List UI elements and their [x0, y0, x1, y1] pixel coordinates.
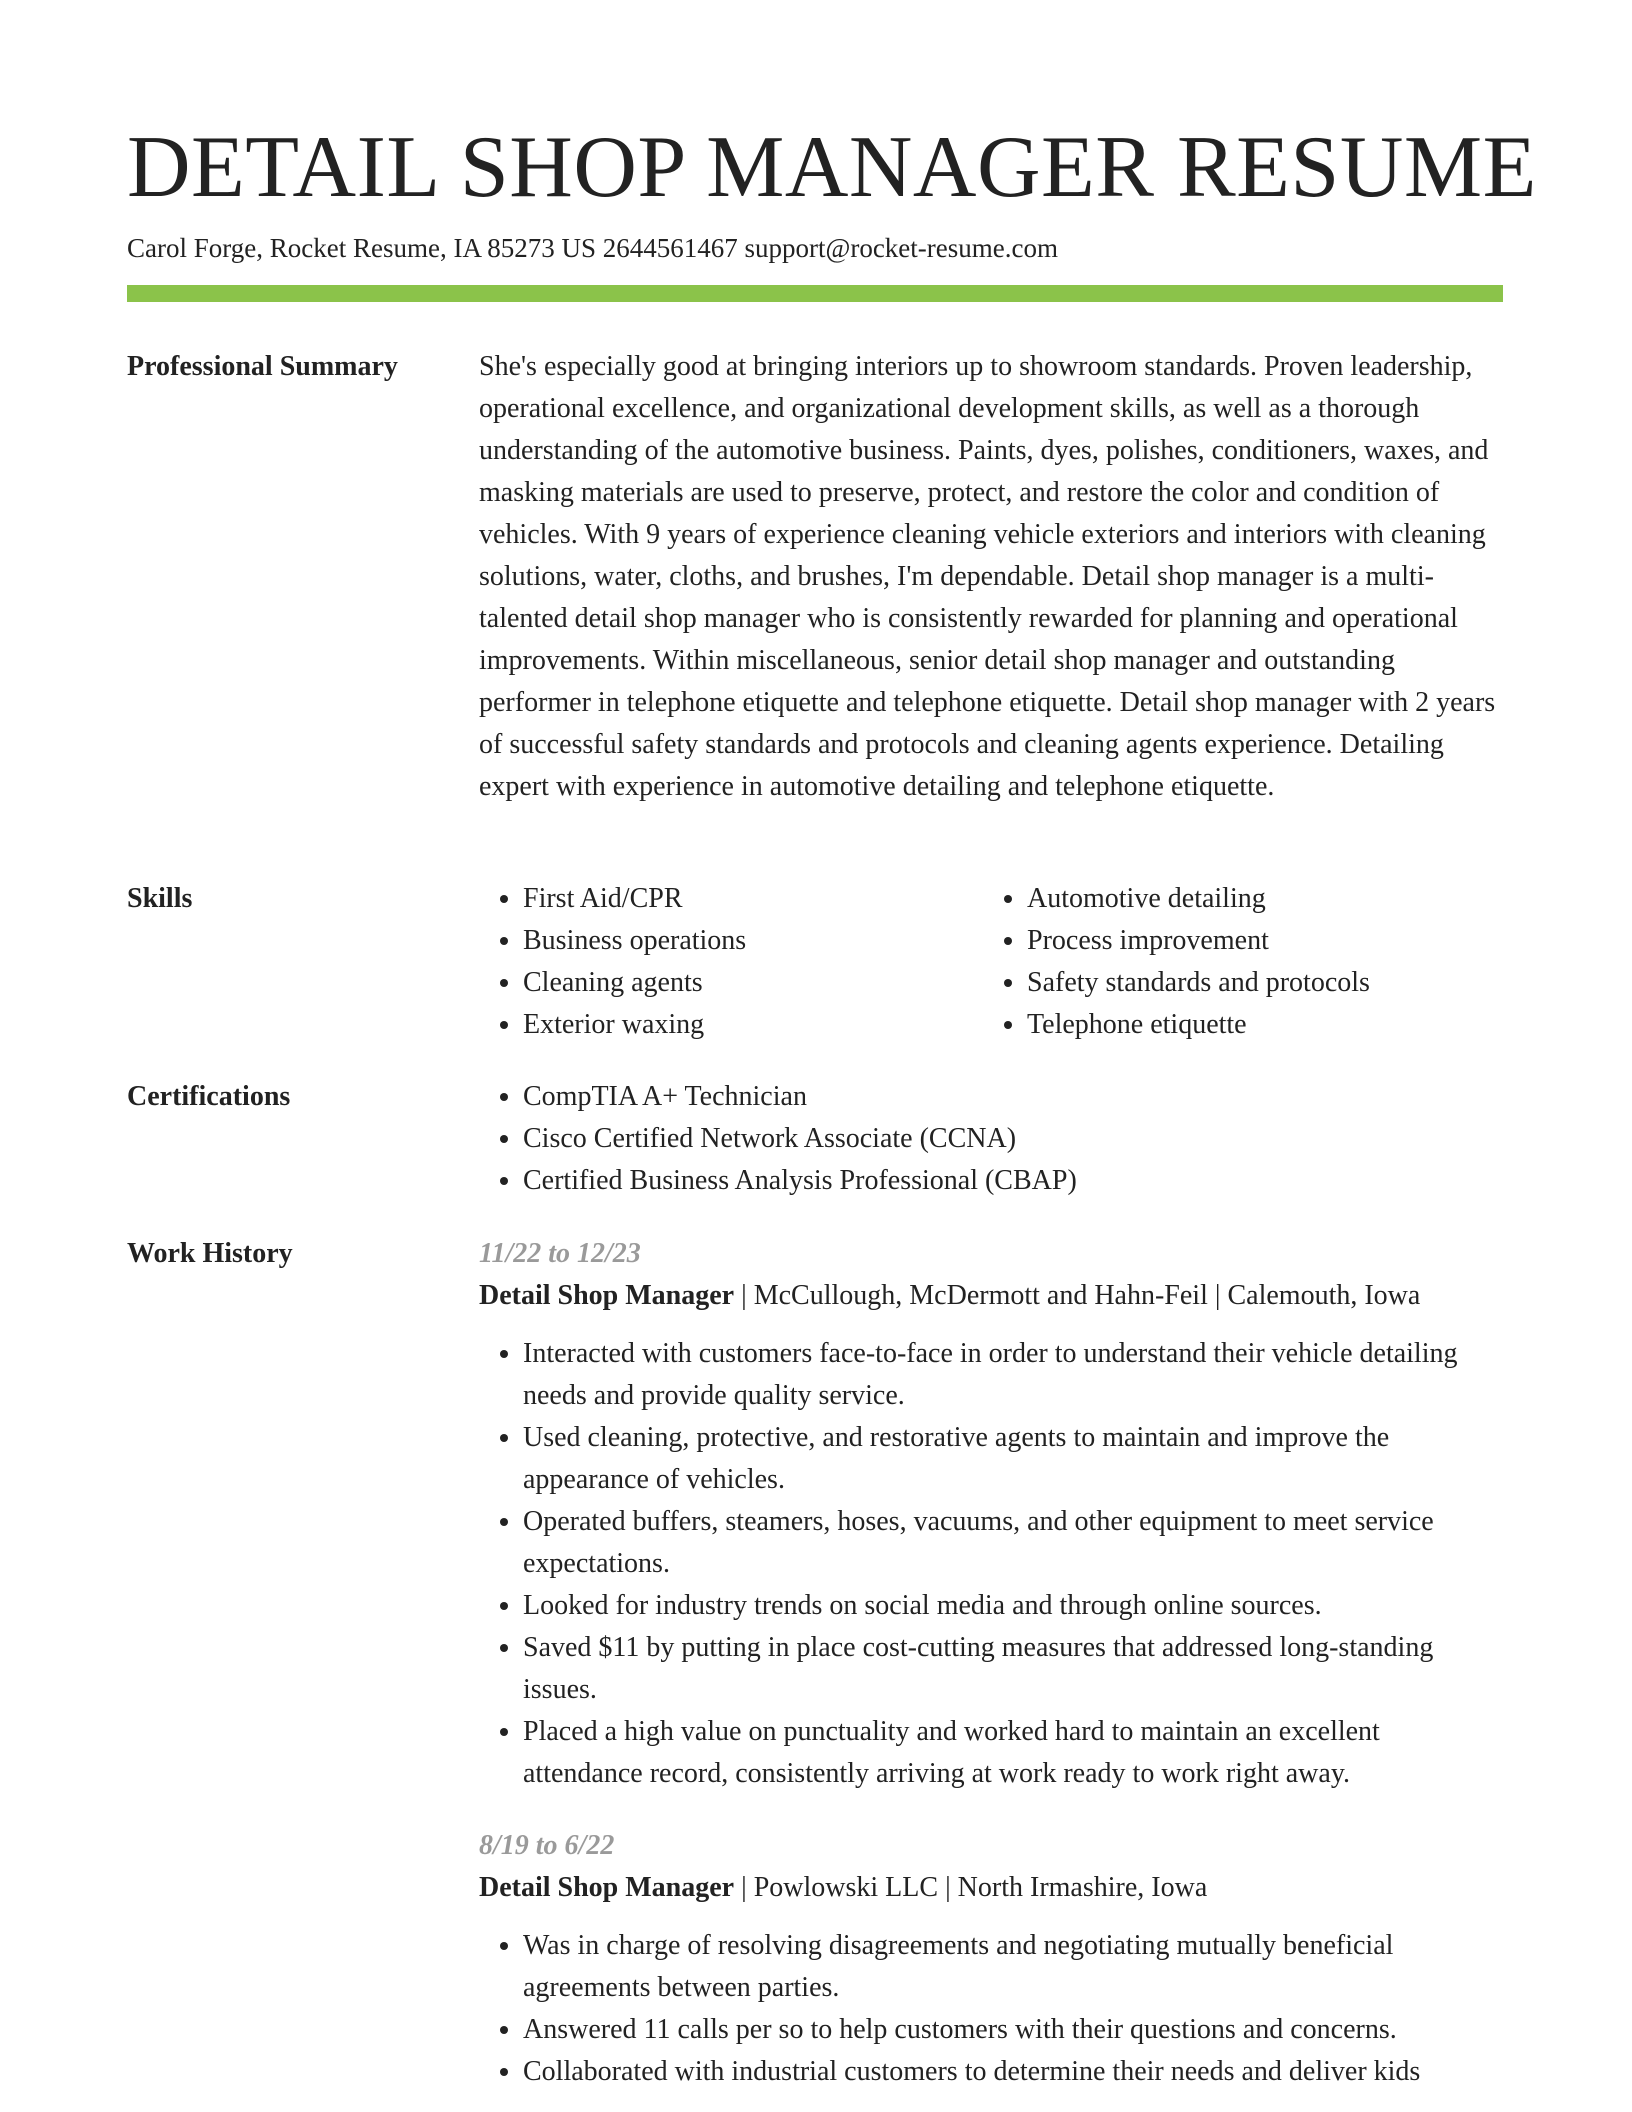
contact-line: Carol Forge, Rocket Resume, IA 85273 US 2644561467 support@rocket-resume.com: [127, 233, 1058, 263]
job-bullet: • Operated buffers, steamers, hoses, vacuums, and other equipment to meet service expectations.: [523, 1501, 1503, 1585]
job-title: Detail Shop Manager: [479, 1872, 735, 1903]
job-bullet: • Interacted with customers face-to-face in order to understand their vehicle detailing needs and provide quality service.: [523, 1333, 1503, 1417]
skill-item: • Automotive detailing: [1027, 878, 1487, 920]
skill-item: • Process improvement: [1027, 920, 1487, 962]
job-bullet: • Used cleaning, protective, and restorative agents to maintain and improve the appearance of vehicles.: [523, 1417, 1503, 1501]
skill-item: • Cleaning agents: [523, 962, 983, 1004]
job-bullet: • Was in charge of resolving disagreements and negotiating mutually beneficial agreements between parties.: [523, 1925, 1503, 2009]
certification-item: • Certified Business Analysis Professional (CBAP): [523, 1160, 1503, 1202]
skills-heading: Skills: [127, 883, 193, 914]
skills-list-left: [479, 878, 983, 1046]
summary-body: [479, 346, 1503, 808]
skill-item: • Safety standards and protocols: [1027, 962, 1487, 1004]
job-bullet: • Looked for industry trends on social media and through online sources.: [523, 1585, 1503, 1627]
job-heading: [479, 1867, 1503, 1909]
resume-title: DETAIL SHOP MANAGER RESUME: [127, 119, 1537, 216]
work-history-heading: Work History: [127, 1238, 293, 1269]
work-history-body: [479, 1233, 1503, 2093]
skill-item: • Telephone etiquette: [1027, 1004, 1487, 1046]
job-details: | Powlowski LLC | North Irmashire, Iowa: [734, 1872, 1208, 1903]
skills-body: [479, 878, 1503, 1046]
summary-heading: Professional Summary: [127, 351, 398, 382]
skills-column-left: [479, 878, 983, 1046]
job-bullet: • Collaborated with industrial customers to determine their needs and deliver kids: [523, 2051, 1503, 2093]
skill-item: • Exterior waxing: [523, 1004, 983, 1046]
certification-item: • CompTIA A+ Technician: [523, 1076, 1503, 1118]
accent-divider: [127, 285, 1503, 302]
certifications-heading: Certifications: [127, 1081, 291, 1112]
certification-item: • Cisco Certified Network Associate (CCNA): [523, 1118, 1503, 1160]
job-bullet: • Placed a high value on punctuality and worked hard to maintain an excellent attendance record, consistently arriving at work ready to work right away.: [523, 1711, 1503, 1795]
job-details: | McCullough, McDermott and Hahn-Feil | Calemouth, Iowa: [734, 1280, 1421, 1311]
skill-item: • Business operations: [523, 920, 983, 962]
certifications-list: [479, 1076, 1503, 1202]
certifications-body: [479, 1076, 1503, 1202]
job-bullets: [479, 1333, 1503, 1795]
skills-column-right: [983, 878, 1487, 1046]
skill-item: • First Aid/CPR: [523, 878, 983, 920]
job-dates: 8/19 to 6/22: [479, 1830, 615, 1861]
job-entry: [479, 1233, 1503, 1795]
summary-text: She's especially good at bringing interiors up to showroom standards. Proven leadership, operational excellence, and organizational development skills, as well as a thorough understanding of the automotive business. Paints, dyes, polishes, conditioners, waxes, and masking materials are used to preserve, protect, and restore the color and condition of vehicles. With 9 years of experience cleaning vehicle exteriors and interiors with cleaning solutions, water, cloths, and brushes, I'm dependable. Detail shop manager is a multi-talented detail shop manager who is consistently rewarded for planning and operational improvements. Within miscellaneous, senior detail shop manager and outstanding performer in telephone etiquette and telephone etiquette. Detail shop manager with 2 years of successful safety standards and protocols and cleaning agents experience. Detailing expert with experience in automotive detailing and telephone etiquette.: [479, 351, 1496, 802]
job-dates: 11/22 to 12/23: [479, 1238, 641, 1269]
skills-list-right: [983, 878, 1487, 1046]
job-bullet: • Answered 11 calls per so to help customers with their questions and concerns.: [523, 2009, 1503, 2051]
job-bullet: • Saved $11 by putting in place cost-cutting measures that addressed long-standing issues.: [523, 1627, 1503, 1711]
job-bullets: [479, 1925, 1503, 2093]
job-entry: [479, 1825, 1503, 2093]
job-heading: [479, 1275, 1503, 1317]
job-title: Detail Shop Manager: [479, 1280, 735, 1311]
